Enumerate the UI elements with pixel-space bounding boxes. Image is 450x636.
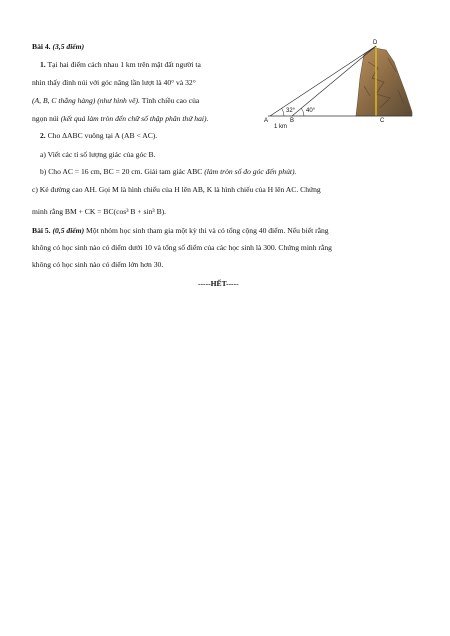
problem-5-line-2: không có học sinh nào có điểm dưới 10 và tổng số điểm của các học sinh là 300. Chứng minh rằng bbox=[32, 243, 332, 252]
label-b: B bbox=[290, 118, 295, 124]
problem-4-title: Bài 4. bbox=[32, 42, 51, 51]
part-2-c-line-1: c) Kẻ đường cao AH. Gọi M là hình chiếu của H lên AB, K là hình chiếu của H lên AC. Chứng bbox=[32, 185, 321, 194]
angle-arc-a bbox=[282, 108, 284, 116]
part-2-c-line-2: minh rằng BM + CK = BC(cos³ B + sin³ B). bbox=[32, 207, 167, 216]
part-1-text-1: Tại hai điểm cách nhau 1 km trên mặt đất người ta bbox=[47, 60, 201, 69]
part-1-line-2: nhìn thấy đỉnh núi với góc nâng lần lượt là 40° và 32° bbox=[32, 78, 196, 87]
angle-label-a: 32° bbox=[286, 108, 296, 114]
angle-arc-b bbox=[301, 108, 304, 116]
part-1-subject: ngọn núi bbox=[32, 114, 59, 123]
part-2-b bbox=[40, 167, 296, 177]
end-marker: -----HẾT----- bbox=[198, 279, 239, 288]
problem-5-text-1: Một nhóm học sinh tham gia một kỳ thi và có tổng cộng 40 điểm. Nếu biết rằng bbox=[86, 226, 329, 235]
part-1-line-1 bbox=[40, 60, 201, 70]
part-2-b-note: (làm tròn số đo góc đến phút). bbox=[204, 167, 297, 176]
distance-label: 1 km bbox=[274, 124, 288, 130]
angle-label-b: 40° bbox=[306, 108, 316, 114]
problem-5-line-1 bbox=[32, 226, 329, 236]
part-2-b-main: b) Cho AC = 16 cm, BC = 20 cm. Giải tam giác ABC bbox=[40, 167, 203, 176]
problem-5-line-3: không có học sinh nào có điểm lớn hơn 30. bbox=[32, 260, 164, 269]
problem-4-points: (3,5 điểm) bbox=[52, 42, 85, 51]
part-1-question: Tính chiều cao của bbox=[141, 96, 200, 105]
problem-5-title: Bài 5. bbox=[32, 226, 51, 235]
part-2-number: 2. bbox=[40, 131, 46, 140]
part-2-line bbox=[40, 131, 157, 141]
mountain-figure bbox=[260, 38, 418, 130]
label-d: D bbox=[373, 40, 378, 46]
part-1-figure-note: (như hình vẽ). bbox=[97, 96, 140, 105]
problem-4-heading bbox=[32, 42, 84, 52]
part-1-rounding-note: (kết quả làm tròn đến chữ số thập phân thứ hai). bbox=[60, 114, 209, 123]
part-1-collinear-note: (A, B, C thẳng hàng) bbox=[32, 96, 96, 105]
part-1-line-3 bbox=[32, 96, 199, 106]
part-1-number: 1. bbox=[40, 60, 46, 69]
part-1-line-4 bbox=[32, 114, 208, 124]
part-2-text: Cho ΔABC vuông tại A (AB < AC). bbox=[47, 131, 158, 140]
mountain-diagram bbox=[260, 38, 418, 130]
label-c: C bbox=[380, 118, 385, 124]
part-2-a: a) Viết các tỉ số lượng giác của góc B. bbox=[40, 150, 156, 159]
problem-5-points: (0,5 điểm) bbox=[52, 226, 85, 235]
label-a: A bbox=[264, 118, 269, 124]
